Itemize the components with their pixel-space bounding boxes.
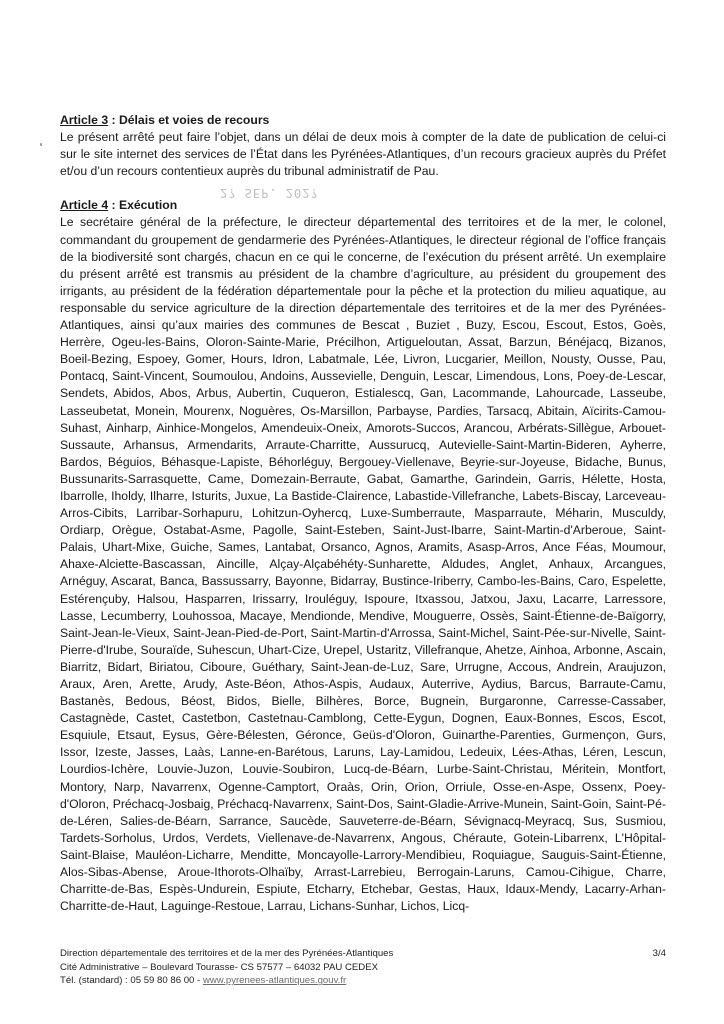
article-3 — [60, 112, 666, 180]
scan-margin-mark — [40, 143, 42, 146]
article-4 — [60, 186, 666, 915]
article-4-title: Exécution — [118, 198, 178, 213]
article-3-heading — [60, 112, 666, 129]
document-body — [60, 112, 666, 915]
footer-phone: Tél. (standard) : 05 59 80 86 00 - — [60, 975, 203, 987]
article-4-label: Article 4 — [60, 198, 109, 213]
article-4-separator: : — [108, 198, 119, 213]
footer-department: Direction départementale des territoires et de la mer des Pyrénées-Atlantiques — [60, 948, 394, 959]
article-3-text: Le présent arrêté peut faire l’objet, dans un délai de deux mois à compter de la date de publication de celui-ci sur le site internet des services de l’État dans les Pyrénées-Atlantiques, d’un recours gracieux auprès du Préfet et/ou d’un recours contentieux auprès du tribunal administratif de Pau. — [60, 130, 666, 179]
article-3-label: Article 3 — [60, 113, 109, 127]
article-3-separator: : — [108, 113, 119, 127]
article-3-title: Délais et voies de recours — [118, 113, 270, 127]
page-number: 3/4 — [652, 948, 666, 959]
date-stamp: 2? SEP. 202? — [220, 186, 319, 201]
article-4-text: Le secrétaire général de la préfecture, le directeur départemental des territoires et de la mer, le colonel, commandant du groupement de gendarmerie des Pyrénées-Atlantiques, le directeur régional de l’office français de la biodiversité sont chargés, chacun en ce qui le concerne, de l’exécution du présent arrêté. Un exemplaire du présent arrêté est transmis au président de la chambre d’agriculture, au président du groupement des irrigants, au président de la fédération départementale pour la pêche et la protection du milieu aquatique, au responsable du service agriculture de la direction départementale des territoires et de la mer des Pyrénées-Atlantiques, ainsi qu’aux mairies des communes de Bescat , Buziet , Buzy, Escou, Escout, Estos, Goès, Herrère, Ogeu-les-Bains, Oloron-Sainte-Marie, Précilhon, Artigueloutan, Assat, Barzun, Bénéjacq, Bizanos, Boeil-Bezing, Espoey, Gomer, Hours, Idron, Labatmale, Lée, Livron, Lucgarier, Meillon, Nousty, Ousse, Pau, Pontacq, Saint-Vincent, Soumoulou, Andoins, Aussevielle, Denguin, Lescar, Limendous, Lons, Poey-de-Lescar, Sendets, Abidos, Abos, Arbus, Aubertin, Cuqueron, Estialescq, Gan, Lacommande, Lahourcade, Lasseube, Lasseubetat, Monein, Mourenx, Noguères, Os-Marsillon, Parbayse, Pardies, Tarsacq, Abitain, Aïcirits-Camou-Suhast, Ainharp, Ainhice-Mongelos, Amendeuix-Oneix, Amorots-Succos, Arancou, Arbérats-Sillègue, Arbouet-Sussaute, Arhansus, Armendarits, Arraute-Charritte, Aussurucq, Autevielle-Saint-Martin-Bideren, Ayherre, Bardos, Béguios, Béhasque-Lapiste, Béhorléguy, Bergouey-Viellenave, Beyrie-sur-Joyeuse, Bidache, Bunus, Bussunarits-Sarrasquette, Came, Domezain-Berraute, Gabat, Gamarthe, Garindein, Garris, Hélette, Hosta, Ibarrolle, Iholdy, Ilharre, Isturits, Juxue, La Bastide-Clairence, Labastide-Villefranche, Labets-Biscay, Larceveau-Arros-Cibits, Larribar-Sorhapuru, Lohitzun-Oyhercq, Luxe-Sumberraute, Masparraute, Méharin, Musculdy, Ordiarp, Orègue, Ostabat-Asme, Pagolle, Saint-Esteben, Saint-Just-Ibarre, Saint-Martin-d'Arberoue, Saint-Palais, Uhart-Mixe, Guiche, Sames, Lantabat, Orsanco, Agnos, Aramits, Asasp-Arros, Ance Féas, Moumour, Ahaxe-Alciette-Bascassan, Aincille, Alçay-Alçabéhéty-Sunharette, Aldudes, Anglet, Anhaux, Arcangues, Arnéguy, Ascarat, Banca, Bassussarry, Bayonne, Bidarray, Bustince-Iriberry, Cambo-les-Bains, Caro, Espelette, Estérençuby, Halsou, Hasparren, Irissarry, Irouléguy, Ispoure, Itxassou, Jatxou, Jaxu, Lacarre, Larressore, Lasse, Lecumberry, Louhossoa, Macaye, Mendionde, Mendive, Mouguerre, Ossès, Saint-Étienne-de-Baïgorry, Saint-Jean-le-Vieux, Saint-Jean-Pied-de-Port, Saint-Martin-d'Arrossa, Saint-Michel, Saint-Pée-sur-Nivelle, Saint-Pierre-d'Irube, Souraïde, Suhescun, Uhart-Cize, Urepel, Ustaritz, Villefranque, Ahetze, Ainhoa, Arbonne, Ascain, Biarritz, Bidart, Biriatou, Ciboure, Guéthary, Saint-Jean-de-Luz, Sare, Urrugne, Accous, Andrein, Araujuzon, Araux, Aren, Arette, Arudy, Aste-Béon, Athos-Aspis, Audaux, Auterrive, Aydius, Barcus, Barraute-Camu, Bastanès, Bedous, Béost, Bidos, Bielle, Bilhères, Borce, Bugnein, Burgaronne, Carresse-Cassaber, Castagnède, Castet, Castetbon, Castetnau-Camblong, Cette-Eygun, Dognen, Eaux-Bonnes, Escos, Escot, Esquiule, Etsaut, Eysus, Gère-Bélesten, Géronce, Geüs-d'Oloron, Guinarthe-Parenties, Gurmençon, Gurs, Issor, Izeste, Jasses, Laàs, Lanne-en-Barétous, Laruns, Lay-Lamidou, Ledeuix, Lées-Athas, Léren, Lescun, Lourdios-Ichère, Louvie-Juzon, Louvie-Soubiron, Lucq-de-Béarn, Lurbe-Saint-Christau, Méritein, Montfort, Montory, Narp, Navarrenx, Ogenne-Camptort, Oraàs, Orin, Orion, Orriule, Osse-en-Aspe, Ossenx, Poey-d'Oloron, Préchacq-Josbaig, Préchacq-Navarrenx, Saint-Dos, Saint-Gladie-Arrive-Munein, Saint-Goin, Saint-Pé-de-Léren, Salies-de-Béarn, Sarrance, Saucède, Sauveterre-de-Béarn, Sévignacq-Meyracq, Sus, Susmiou, Tardets-Sorholus, Urdos, Verdets, Viellenave-de-Navarrenx, Angous, Chéraute, Gotein-Libarrenx, L'Hôpital-Saint-Blaise, Mauléon-Licharre, Menditte, Moncayolle-Larrory-Mendibieu, Roquiague, Sauguis-Saint-Étienne, Alos-Sibas-Abense, Aroue-Ithorots-Olhaïby, Arrast-Larrebieu, Berrogain-Laruns, Camou-Cihigue, Charre, Charritte-de-Bas, Espès-Undurein, Espiute, Etcharry, Etchebar, Gestas, Haux, Idaux-Mendy, Lacarry-Arhan-Charritte-de-Haut, Laguinge-Restoue, Larrau, Lichans-Sunhar, Lichos, Licq- — [60, 215, 666, 914]
footer-address: Cité Administrative – Boulevard Tourasse- CS 57577 – 64032 PAU CEDEX — [60, 961, 379, 973]
footer-contact — [60, 974, 666, 988]
section-gap — [60, 180, 666, 197]
footer-row-1 — [60, 947, 666, 961]
article-4-heading — [60, 197, 666, 214]
website-link[interactable]: www.pyrenees-atlantiques.gouv.fr — [202, 975, 347, 987]
page-footer — [60, 947, 666, 988]
